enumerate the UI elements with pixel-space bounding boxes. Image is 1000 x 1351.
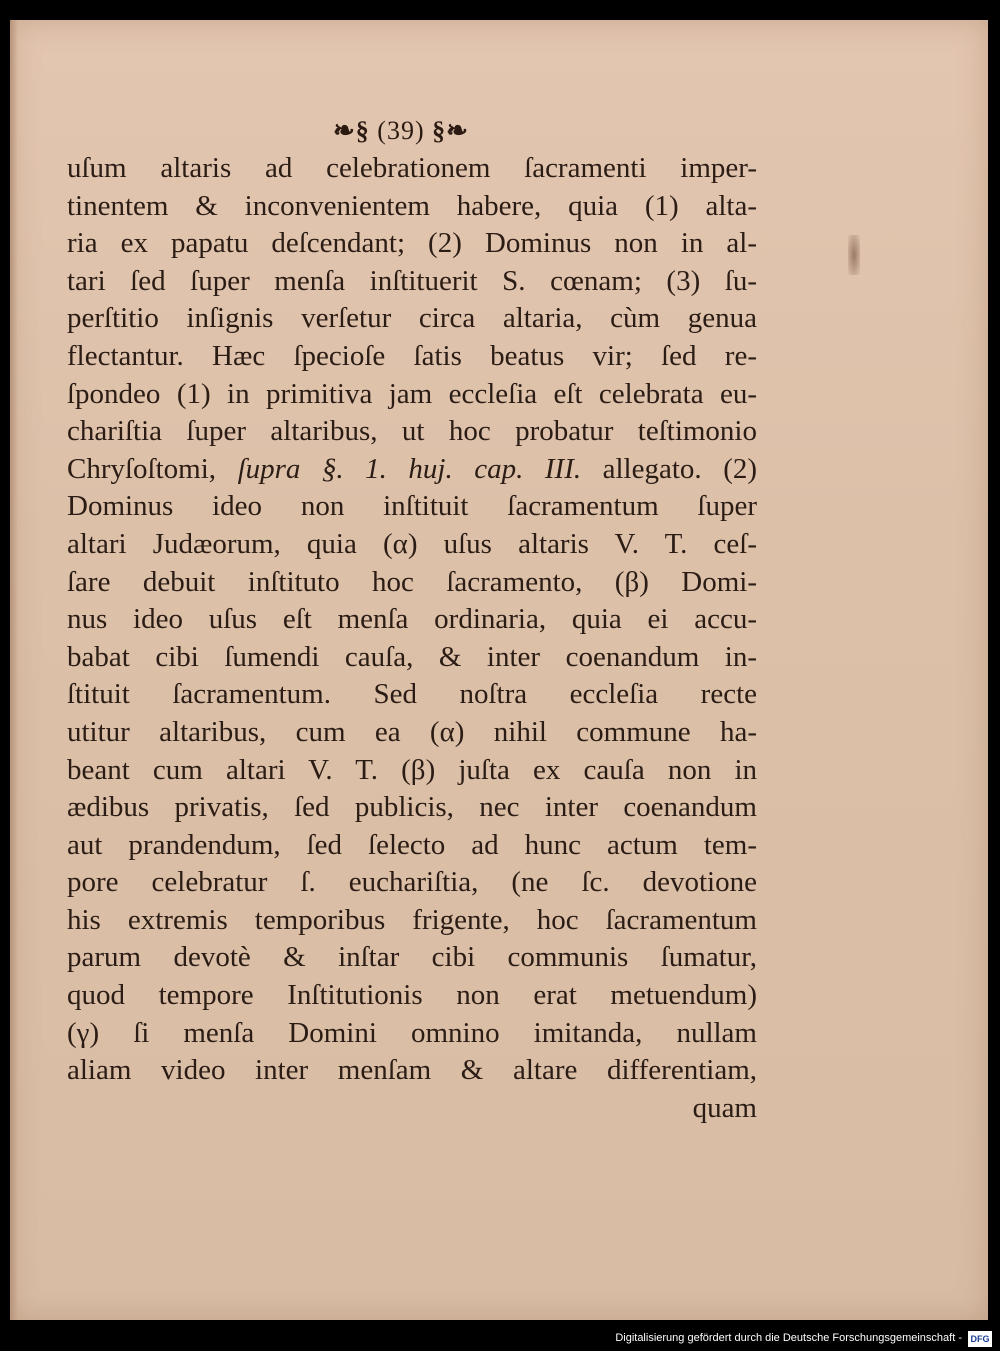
text-line: babat cibi ſumendi cauſa, & inter coenandum in-: [67, 640, 757, 673]
text-line: perſtitio inſignis verſetur circa altaria, cùm genua: [67, 302, 757, 335]
text-line: his extremis temporibus frigente, hoc ſacramentum: [67, 903, 757, 936]
text-line: ſare debuit inſtituto hoc ſacramento, (β) Domi-: [67, 565, 757, 598]
citation-enumeration: (2): [723, 452, 758, 485]
paper-stain: [848, 235, 860, 275]
ornament-right: §❧: [432, 116, 469, 145]
text-line: flectantur. Hæc ſpecioſe ſatis beatus vir; ſed re-: [67, 339, 757, 372]
text-line: ſpondeo (1) in primitiva jam eccleſia eſt celebrata eu-: [67, 377, 757, 410]
ornament-left: ❧§: [333, 116, 370, 145]
text-line: utitur altaribus, cum ea (α) nihil commune ha-: [67, 715, 757, 748]
citation-after: allegato.: [602, 452, 702, 485]
citation-author: Chryſoſtomi,: [67, 452, 217, 485]
page-number: (39): [377, 116, 425, 145]
page-gutter-shadow: [10, 20, 18, 1320]
citation-reference: ſupra §. 1. huj. cap. III.: [237, 452, 582, 485]
text-line: uſum altaris ad celebrationem ſacramenti imper-: [67, 152, 757, 184]
text-line: chariſtia ſuper altaribus, ut hoc probatur teſtimonio: [67, 415, 757, 448]
text-line: tinentem & inconvenientem habere, quia (1) alta-: [67, 189, 757, 222]
text-line: quod tempore Inſtitutionis non erat metuendum): [67, 979, 757, 1012]
text-line: (γ) ſi menſa Domini omnino imitanda, nullam: [67, 1016, 757, 1049]
text-line: aliam video inter menſam & altare differentiam,: [67, 1054, 757, 1087]
text-line: ſtituit ſacramentum. Sed noſtra eccleſia recte: [67, 678, 757, 711]
dfg-logo: DFG: [968, 1331, 992, 1347]
text-line: parum devotè & inſtar cibi communis ſumatur,: [67, 941, 757, 974]
catchword: quam: [692, 1091, 757, 1124]
text-line: ædibus privatis, ſed publicis, nec inter coenandum: [67, 791, 757, 824]
text-line: tari ſed ſuper menſa inſtituerit S. cœnam; (3) ſu-: [67, 264, 757, 297]
running-header: [333, 116, 469, 146]
text-line-citation: [67, 451, 757, 489]
text-line: pore celebratur ſ. euchariſtia, (ne ſc. devotione: [67, 866, 757, 899]
text-line: Dominus ideo non inſtituit ſacramentum ſuper: [67, 490, 757, 523]
body-text: [67, 150, 757, 1127]
text-line: altari Judæorum, quia (α) uſus altaris V. T. ceſ-: [67, 527, 757, 560]
text-line: aut prandendum, ſed ſelecto ad hunc actum tem-: [67, 828, 757, 861]
text-line: ria ex papatu deſcendant; (2) Dominus non in al-: [67, 227, 757, 260]
book-page: [10, 20, 988, 1320]
text-line: nus ideo uſus eſt menſa ordinaria, quia ei accu-: [67, 603, 757, 636]
text-line: beant cum altari V. T. (β) juſta ex cauſa non in: [67, 753, 757, 786]
digitization-credit: Digitalisierung gefördert durch die Deutsche Forschungsgemeinschaft -: [615, 1332, 962, 1344]
